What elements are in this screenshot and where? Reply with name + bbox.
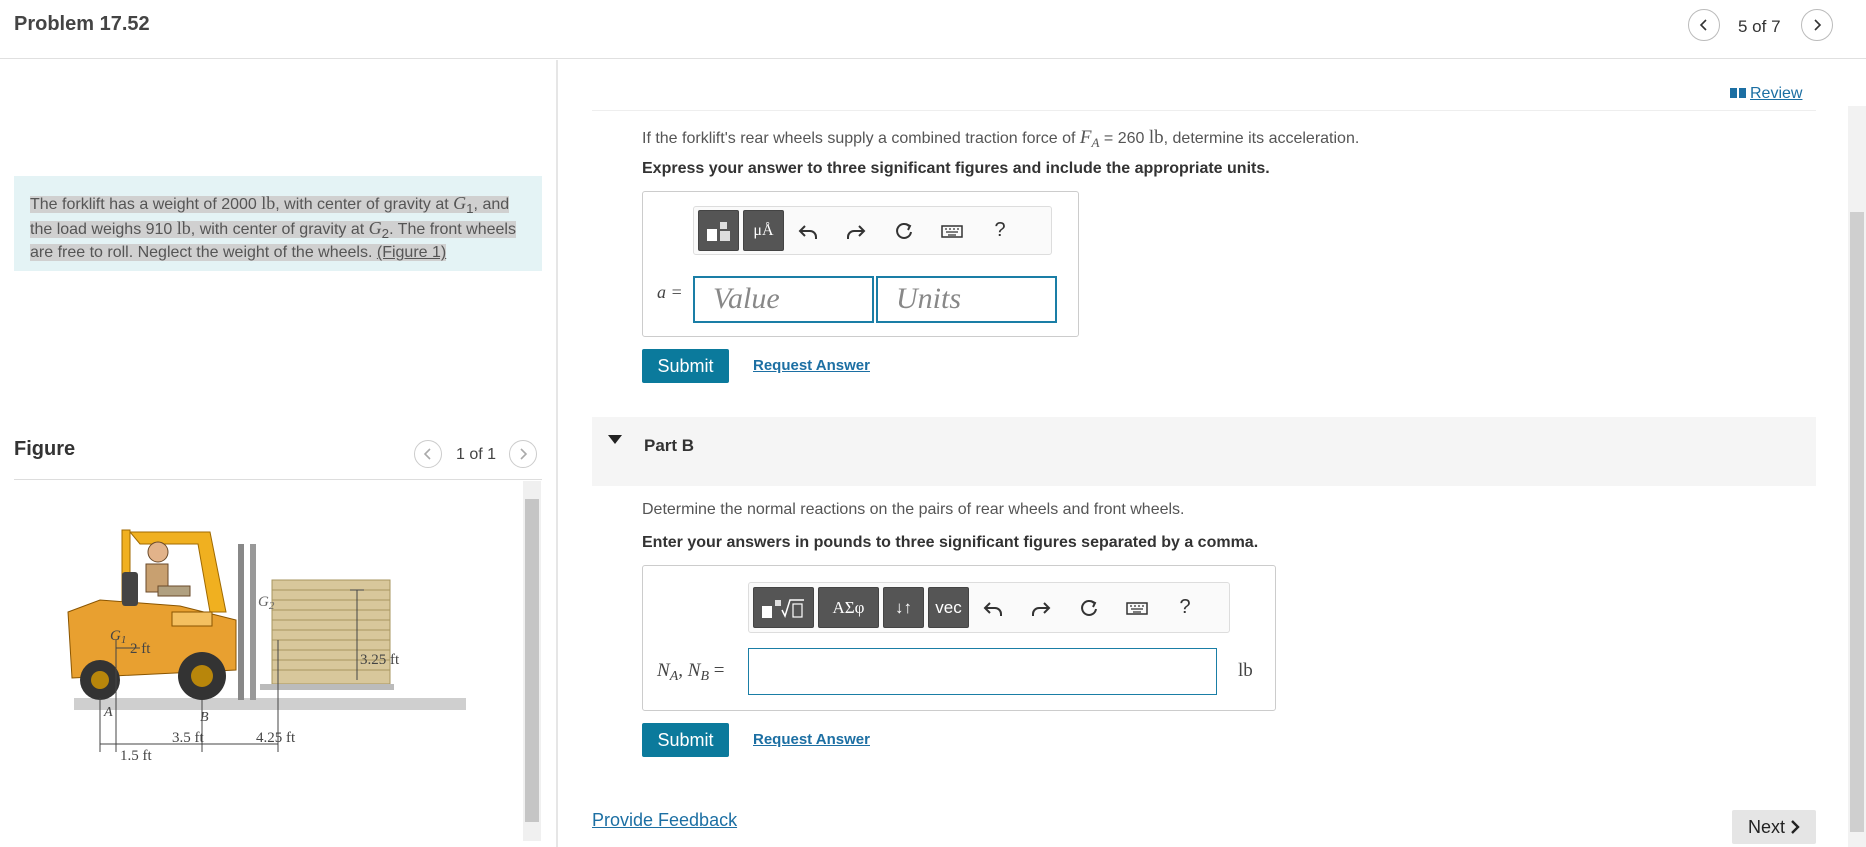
units-input[interactable]: Units [876,276,1057,323]
label-2ft: 2 ft [130,641,151,657]
chevron-right-icon [517,448,529,460]
figure-prev-button[interactable] [414,440,442,468]
next-button[interactable] [1732,810,1816,844]
forklift-figure [60,520,480,790]
value-input[interactable]: Value [693,276,874,323]
figure-scroll-thumb[interactable] [525,499,539,822]
units-button[interactable] [743,210,784,251]
page-scrollbar[interactable] [1848,106,1866,847]
reactions-label: $N_A$, $N_B$ = [657,660,725,684]
part-b-answer-box [642,565,1276,711]
part-a-toolbar [693,206,1052,255]
undo-icon [797,220,819,242]
label-3-5ft: 3.5 ft [172,730,204,746]
top-bar [0,0,1866,59]
label-b: B [200,710,209,725]
reset-icon [893,220,915,242]
driver [122,542,190,606]
chevron-left-icon [1698,19,1710,31]
provide-feedback-link[interactable]: Provide Feedback [592,810,738,830]
mast [250,544,256,700]
units-symbol: μÅ [753,221,774,239]
chevron-left-icon [422,448,434,460]
problem-pager: 5 of 7 [1738,17,1781,36]
figure-counter: 1 of 1 [456,446,497,463]
greek-symbols: ΑΣφ [832,597,865,617]
part-b-request-answer-link[interactable]: Request Answer [753,731,870,748]
label-g1: $G_1$ [110,628,127,646]
part-a-instruction: Express your answer to three significant figures and include the appropriate units. [642,160,1270,177]
part-b-title[interactable]: Part B [644,436,695,455]
label-4-25ft: 4.25 ft [256,730,296,746]
templates-button[interactable] [753,587,814,628]
templates-icon [760,596,808,620]
unit-lb: lb [1238,660,1253,681]
figure-next-button[interactable] [509,440,537,468]
redo-icon [1030,597,1052,619]
templates-button[interactable] [698,210,739,251]
reactions-input[interactable] [748,648,1217,695]
collapse-triangle-icon[interactable] [608,435,622,444]
mast [238,544,244,700]
rear-wheel [80,660,120,700]
label-1-5ft: 1.5 ft [120,748,152,764]
help-button[interactable] [976,210,1024,251]
problem-intro [14,176,542,271]
undo-icon [982,597,1004,619]
pane-divider[interactable] [556,60,558,847]
chevron-right-icon [1790,820,1800,834]
review-rule [592,110,1816,111]
vector-button[interactable] [928,587,969,628]
redo-button[interactable] [832,210,880,251]
part-b-submit-button[interactable]: Submit [642,723,729,757]
book-icon [1730,87,1746,99]
front-wheel [178,652,226,700]
ground [74,698,466,710]
part-b-instruction: Enter your answers in pounds to three significant figures separated by a comma. [642,534,1259,551]
previous-problem-button[interactable] [1688,9,1720,41]
vector-label: vec [935,597,962,617]
part-b-prompt: Determine the normal reactions on the pairs of rear wheels and front wheels. [642,501,1185,518]
keyboard-button[interactable] [1113,587,1161,628]
redo-icon [845,220,867,242]
load-crate [260,580,394,690]
intro-text: The forklift has a weight of 2000 lb, with center of gravity at $G_1$, and the load weighs 910 lb, with center of gravity at $G_2$. The front wheels are free to roll. Neglect the weight of the wheels. (Figure 1) [30,193,516,262]
problem-title: Problem 17.52 [14,13,150,35]
keyboard-icon [941,220,963,242]
part-b-toolbar [748,582,1230,633]
reset-button[interactable] [1065,587,1113,628]
sort-arrows-icon: ↓↑ [895,597,912,617]
keyboard-icon [1126,597,1148,619]
figure-label: Figure [14,438,76,460]
greek-button[interactable] [818,587,879,628]
part-a-question: If the forklift's rear wheels supply a combined traction force of $F_A = 260$ lb, determine its acceleration. [642,127,1360,151]
redo-button[interactable] [1017,587,1065,628]
label-g2: $G_2$ [258,594,275,612]
label-a: A [104,705,113,720]
figure-link[interactable]: (Figure 1) [376,244,447,262]
label-height: 3.25 ft [360,652,400,668]
figure-rule [14,479,542,480]
chevron-right-icon [1811,19,1823,31]
undo-button[interactable] [784,210,832,251]
reset-button[interactable] [880,210,928,251]
help-icon: ? [994,219,1006,241]
part-a-answer-box [642,191,1079,337]
templates-icon [705,219,733,243]
help-icon: ? [1179,596,1191,618]
acceleration-label: a = [657,282,683,302]
undo-button[interactable] [969,587,1017,628]
page-scroll-thumb[interactable] [1850,212,1864,832]
part-b-header[interactable] [592,417,1816,486]
next-label: Next [1747,816,1785,837]
keyboard-button[interactable] [928,210,976,251]
part-a-submit-button[interactable]: Submit [642,349,729,383]
figure-scrollbar[interactable] [523,481,541,841]
next-problem-button[interactable] [1801,9,1833,41]
review-link[interactable]: Review [1730,85,1802,103]
help-button[interactable] [1161,587,1209,628]
reset-icon [1078,597,1100,619]
sort-button[interactable] [883,587,924,628]
part-a-request-answer-link[interactable]: Request Answer [753,357,870,374]
